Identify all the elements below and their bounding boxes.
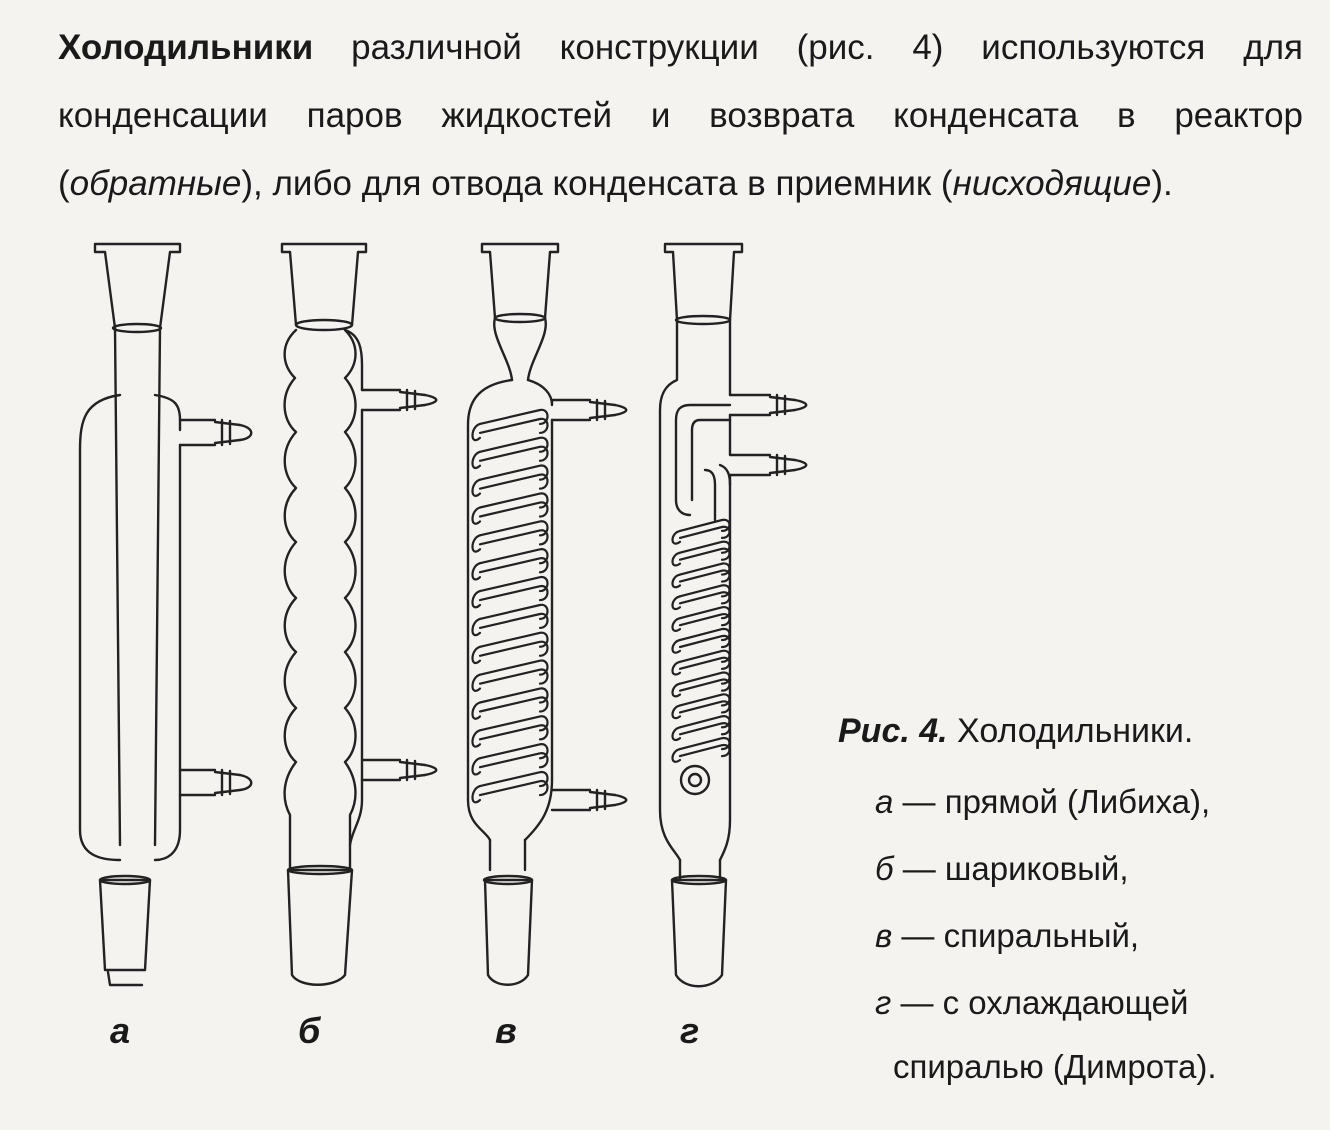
condenser-coil <box>468 244 626 985</box>
para-italic-1: обратные <box>69 164 242 203</box>
coil-turn <box>473 758 481 774</box>
coil-turn <box>473 508 481 524</box>
caption-item-text: — шариковый, <box>893 850 1129 887</box>
para-text-1: различной конструкции (рис. 4) используются для конденсации паров жидкостей и возврата конденсата в реактор ( <box>58 28 1303 203</box>
coil-turn <box>473 730 481 746</box>
coil-turn <box>473 563 481 579</box>
coil-turn <box>673 684 681 697</box>
caption-prefix: Рис. 4. <box>838 712 948 750</box>
coil-turn <box>680 716 730 727</box>
label-v: в <box>495 1010 517 1051</box>
label-b: б <box>298 1010 321 1051</box>
coil-turn <box>480 549 548 563</box>
coil-spiral <box>473 410 548 802</box>
coil-turn <box>473 480 481 496</box>
caption-title: Холодильники. <box>947 712 1194 750</box>
coil-turn <box>480 716 548 730</box>
coil-turn <box>480 605 548 619</box>
coil-turn <box>480 466 548 480</box>
coil-turn <box>473 424 481 440</box>
caption-item-text: — прямой (Либиха), <box>893 783 1211 820</box>
coil-turn <box>680 607 730 618</box>
caption-item-v <box>875 917 1139 955</box>
condenser-dimroth <box>660 244 806 986</box>
coil-turn <box>680 629 730 640</box>
coil-turn <box>673 705 681 718</box>
label-g: г <box>680 1010 700 1051</box>
coil-turn <box>473 591 481 607</box>
coil-turn <box>480 493 548 507</box>
coil-turn <box>473 786 481 802</box>
caption-letter: а <box>875 783 894 820</box>
caption-item-g <box>875 984 1188 1022</box>
coil-turn <box>480 772 548 786</box>
coil-turn <box>480 438 548 452</box>
coil-turn <box>473 535 481 551</box>
para-text-3: ). <box>1151 164 1173 203</box>
condenser-liebig <box>80 244 251 985</box>
coil-turn <box>680 651 730 662</box>
coil-turn <box>673 749 681 762</box>
term-bold: Холодильники <box>58 28 314 67</box>
coil-turn <box>673 596 681 609</box>
caption-item-text: — с охлаждающей <box>891 984 1189 1021</box>
coil-turn <box>673 618 681 631</box>
coil-turn <box>480 521 548 535</box>
coil-turn <box>680 542 730 553</box>
coil-turn <box>480 410 548 424</box>
caption-item-b <box>875 850 1129 888</box>
figure-caption <box>838 712 1193 751</box>
coil-turn <box>473 703 481 719</box>
caption-item-a <box>875 783 1210 821</box>
label-a: а <box>110 1010 131 1051</box>
coil-turn <box>473 619 481 635</box>
coil-turn <box>673 553 681 566</box>
coil-turn <box>680 520 730 531</box>
coil-turn <box>480 688 548 702</box>
coil-turn <box>680 738 730 749</box>
coil-turn <box>673 640 681 653</box>
coil-turn <box>480 577 548 591</box>
coil-turn <box>680 673 730 684</box>
coil-turn <box>680 563 730 574</box>
condenser-bulb <box>282 244 436 985</box>
caption-item-text: — спиральный, <box>892 917 1140 954</box>
caption-letter: в <box>875 917 893 954</box>
para-text-2: ), либо для отвода конденсата в приемник ( <box>241 164 953 203</box>
coil-turn <box>673 662 681 675</box>
coil-turn <box>673 727 681 740</box>
coil-turn <box>680 694 730 705</box>
caption-letter: г <box>875 984 892 1021</box>
coil-turn <box>480 744 548 758</box>
coil-turn <box>480 661 548 675</box>
coil-turn <box>673 531 681 544</box>
coil-turn <box>473 647 481 663</box>
para-italic-2: нисходящие <box>952 164 1152 203</box>
coil-turn <box>480 633 548 647</box>
caption-letter: б <box>875 850 894 887</box>
caption-last-line: спиралью (Димрота). <box>893 1048 1217 1085</box>
dimroth-spiral <box>673 520 730 762</box>
coil-turn <box>473 452 481 468</box>
coil-turn <box>673 575 681 588</box>
coil-turn <box>680 585 730 596</box>
coil-turn <box>473 675 481 691</box>
